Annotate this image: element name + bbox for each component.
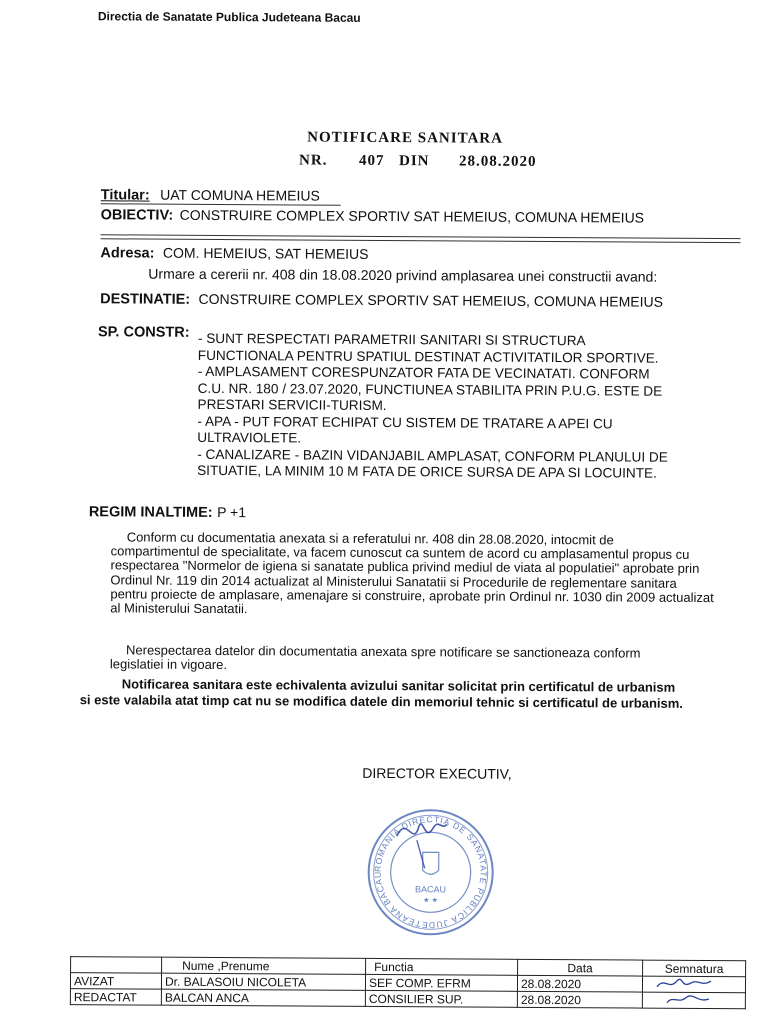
nr-label: NR. xyxy=(298,152,328,169)
regim-label: REGIM INALTIME: xyxy=(88,504,213,521)
notificarea-paragraph xyxy=(80,676,683,712)
table-cell: CONSILIER SUP. xyxy=(365,990,517,1007)
paragraph-line: si este valabila atat timp cat nu se modifica datele din memoriul tehnic si certificatul de urbanism. xyxy=(79,692,683,711)
din-label: DIN xyxy=(398,153,430,170)
paragraph-line: compartimentul de specialitate, va facem cunoscut ca suntem de acord cu amplasamentul propus cu xyxy=(110,543,690,563)
adresa-value: COM. HEMEIUS, SAT HEMEIUS xyxy=(162,244,369,262)
spconstr-line: - SUNT RESPECTATI PARAMETRII SANITARI SI STRUCTURA xyxy=(197,330,586,349)
director-title: DIRECTOR EXECUTIV, xyxy=(362,764,512,782)
table-cell: Dr. BALASOIU NICOLETA xyxy=(161,973,365,990)
spconstr-line: FUNCTIONALA PENTRU SPATIUL DESTINAT ACTIVITATILOR SPORTIVE. xyxy=(197,347,659,366)
spconstr-line: PRESTARI SERVICII-TURISM. xyxy=(197,396,387,414)
paragraph-line: pentru proiecte de amplasare, amenajare si construire, aprobate prin Ordinul nr. 1030 din 2009 actualizat xyxy=(110,586,714,605)
table-cell: 28.08.2020 xyxy=(517,975,642,992)
spconstr-line: C.U. NR. 180 / 23.07.2020, FUNCTIUNEA STABILITA PRIN P.U.G. ESTE DE xyxy=(197,380,663,399)
table-header-cell xyxy=(71,957,162,974)
titular-label: Titular: xyxy=(100,187,150,204)
spconstr-label: SP. CONSTR: xyxy=(97,324,190,341)
svg-text:★ ★: ★ ★ xyxy=(423,896,438,905)
nerespectarea-paragraph xyxy=(110,643,641,675)
paragraph-line: Notificarea sanitara este echivalenta avizului sanitar solicitat prin certificatul de urbanism xyxy=(121,676,676,695)
spconstr-line: - APA - PUT FORAT ECHIPAT CU SISTEM DE TRATARE A APEI CU xyxy=(197,413,613,431)
table-cell: SEF COMP. EFRM xyxy=(365,974,517,991)
stamp-city: BACAU xyxy=(415,884,447,895)
spconstr-line: ULTRAVIOLETE. xyxy=(197,429,302,446)
paragraph-line: al Ministerului Sanatatii. xyxy=(110,600,248,617)
signature-scribble-icon xyxy=(651,975,731,991)
spconstr-line: SITUATIE, LA MINIM 10 M FATA DE ORICE SURSA DE APA SI LOCUINTE. xyxy=(197,462,657,481)
titular-underline xyxy=(101,203,341,205)
adresa-row xyxy=(100,244,368,264)
paragraph-line: respectarea "Normelor de igiena si sanatate publica privind mediul de viata al populatiei" aprobate prin xyxy=(110,557,700,577)
document-number-line xyxy=(299,152,537,170)
approval-table xyxy=(70,956,746,1009)
regim-row xyxy=(89,503,246,522)
table-cell: REDACTAT xyxy=(70,989,161,1006)
stamp-text: ROMANIA DIRECTIA DE SANATATE PUBLICA JUDETEANA BACAU xyxy=(372,814,489,931)
paragraph-line: legislatiei in vigoare. xyxy=(109,656,228,673)
nr-value: 407 xyxy=(358,152,385,170)
paragraph-line: Ordinul Nr. 119 din 2014 actualizat al Ministerului Sanatatii si Procedurile de reglementare sanitara xyxy=(110,571,677,591)
table-header-cell: Functia xyxy=(366,958,518,975)
spconstr-line: - AMPLASAMENT CORESPUNZATOR FATA DE VECINATATI. CONFORM xyxy=(197,363,650,382)
conform-paragraph xyxy=(110,530,714,619)
obiectiv-label: OBIECTIV: xyxy=(100,207,174,224)
table-cell: BALCAN ANCA xyxy=(161,989,365,1006)
table-cell: AVIZAT xyxy=(70,973,161,990)
destinatie-row xyxy=(100,290,663,311)
official-stamp xyxy=(366,808,495,937)
table-cell: 28.08.2020 xyxy=(517,991,642,1008)
table-header-cell: Data xyxy=(518,959,643,976)
institution-header: Directia de Sanatate Publica Judeteana Bacau xyxy=(97,9,361,25)
table-header-cell: Nume ,Prenume xyxy=(162,957,366,974)
adresa-label: Adresa: xyxy=(100,245,155,262)
destinatie-label: DESTINATIE: xyxy=(100,291,191,308)
regim-value: P +1 xyxy=(217,503,247,521)
document-title: NOTIFICARE SANITARA xyxy=(307,129,504,147)
spconstr-line: - CANALIZARE - BAZIN VIDANJABIL AMPLASAT, CONFORM PLANULUI DE xyxy=(197,446,668,465)
paragraph-line: Nerespectarea datelor din documentatia anexata spre notificare se sanctioneaza conform xyxy=(125,642,641,661)
urmare-text: Urmare a cererii nr. 408 din 18.08.2020 privind amplasarea unei constructii avand: xyxy=(148,265,658,285)
table-header-cell: Semnatura xyxy=(643,960,746,977)
obiectiv-value: CONSTRUIRE COMPLEX SPORTIV SAT HEMEIUS, COMUNA HEMEIUS xyxy=(179,206,645,226)
stamp-graphic xyxy=(366,808,495,937)
paragraph-line: Conform cu documentatia anexata si a referatului nr. 408 din 28.08.2020, intocmit de xyxy=(126,529,614,548)
signature-cell xyxy=(642,992,745,1009)
document-date: 28.08.2020 xyxy=(458,153,537,170)
spconstr-list xyxy=(197,331,668,482)
obiectiv-row xyxy=(101,206,644,227)
table-row xyxy=(70,989,745,1009)
separator-line-2 xyxy=(101,238,741,243)
signature-scribble-icon xyxy=(663,991,743,1007)
destinatie-value: CONSTRUIRE COMPLEX SPORTIV SAT HEMEIUS, COMUNA HEMEIUS xyxy=(198,290,664,310)
titular-value: UAT COMUNA HEMEIUS xyxy=(160,186,320,204)
